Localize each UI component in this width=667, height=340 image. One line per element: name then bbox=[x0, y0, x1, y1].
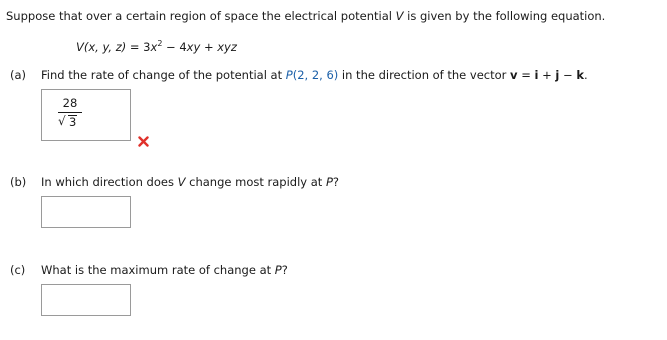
part-b-label: (b) bbox=[10, 175, 27, 189]
part-a-question bbox=[10, 68, 588, 82]
part-c-question bbox=[10, 263, 288, 277]
unit-j: j bbox=[555, 68, 560, 82]
potential-equation bbox=[76, 40, 237, 54]
part-c-text-pre: What is the maximum rate of change at bbox=[41, 263, 275, 277]
eq-rest1: − 4 bbox=[162, 40, 187, 54]
fraction-bar bbox=[58, 112, 82, 113]
unit-k: k bbox=[576, 68, 584, 82]
part-c-answer-field[interactable] bbox=[41, 284, 131, 316]
part-a-text-mid: in the direction of the vector bbox=[338, 68, 511, 82]
part-c-point-p: P bbox=[274, 263, 282, 277]
eq-rest2: + bbox=[200, 40, 218, 54]
part-b-end: ? bbox=[332, 175, 339, 189]
part-b-question bbox=[10, 175, 339, 189]
point-p: P bbox=[285, 68, 293, 82]
vec-minus: − bbox=[559, 68, 577, 82]
answer-fraction bbox=[58, 96, 82, 129]
point-coords: (2, 2, 6) bbox=[292, 68, 339, 82]
part-b-var-v: V bbox=[177, 175, 186, 189]
eq-args: (x, y, z) bbox=[83, 40, 127, 54]
answer-numerator: 28 bbox=[62, 96, 78, 110]
incorrect-x-icon bbox=[138, 136, 149, 147]
variable-v: V bbox=[395, 9, 404, 23]
problem-statement bbox=[6, 9, 605, 23]
eq-equals: = 3 bbox=[126, 40, 151, 54]
part-a-text-pre: Find the rate of change of the potential at bbox=[41, 68, 286, 82]
intro-text-pre: Suppose that over a certain region of space the electrical potential bbox=[6, 9, 396, 23]
vector-v: v bbox=[510, 68, 518, 82]
unit-i: i bbox=[534, 68, 539, 82]
part-b-point-p: P bbox=[325, 175, 333, 189]
part-a-end: . bbox=[583, 68, 588, 82]
vec-plus: + bbox=[538, 68, 556, 82]
sqrt-icon: √ bbox=[58, 114, 66, 128]
eq-x1: x bbox=[150, 40, 158, 54]
part-c-label: (c) bbox=[10, 263, 26, 277]
part-b-text-mid: change most rapidly at bbox=[185, 175, 326, 189]
eq-x3: xyz bbox=[217, 40, 237, 54]
answer-denominator bbox=[58, 115, 82, 129]
eq-func: V bbox=[76, 40, 84, 54]
eq-x2: xy bbox=[186, 40, 201, 54]
eq-exponent: 2 bbox=[157, 39, 163, 48]
part-b-answer-field[interactable] bbox=[41, 196, 131, 228]
intro-text-post: is given by the following equation. bbox=[403, 9, 606, 23]
answer-radicand: 3 bbox=[69, 115, 77, 129]
part-a-answer-field[interactable] bbox=[41, 89, 131, 141]
vec-eq: = bbox=[517, 68, 535, 82]
part-c-end: ? bbox=[281, 263, 288, 277]
part-a-label: (a) bbox=[10, 68, 27, 82]
part-b-text-pre: In which direction does bbox=[41, 175, 178, 189]
